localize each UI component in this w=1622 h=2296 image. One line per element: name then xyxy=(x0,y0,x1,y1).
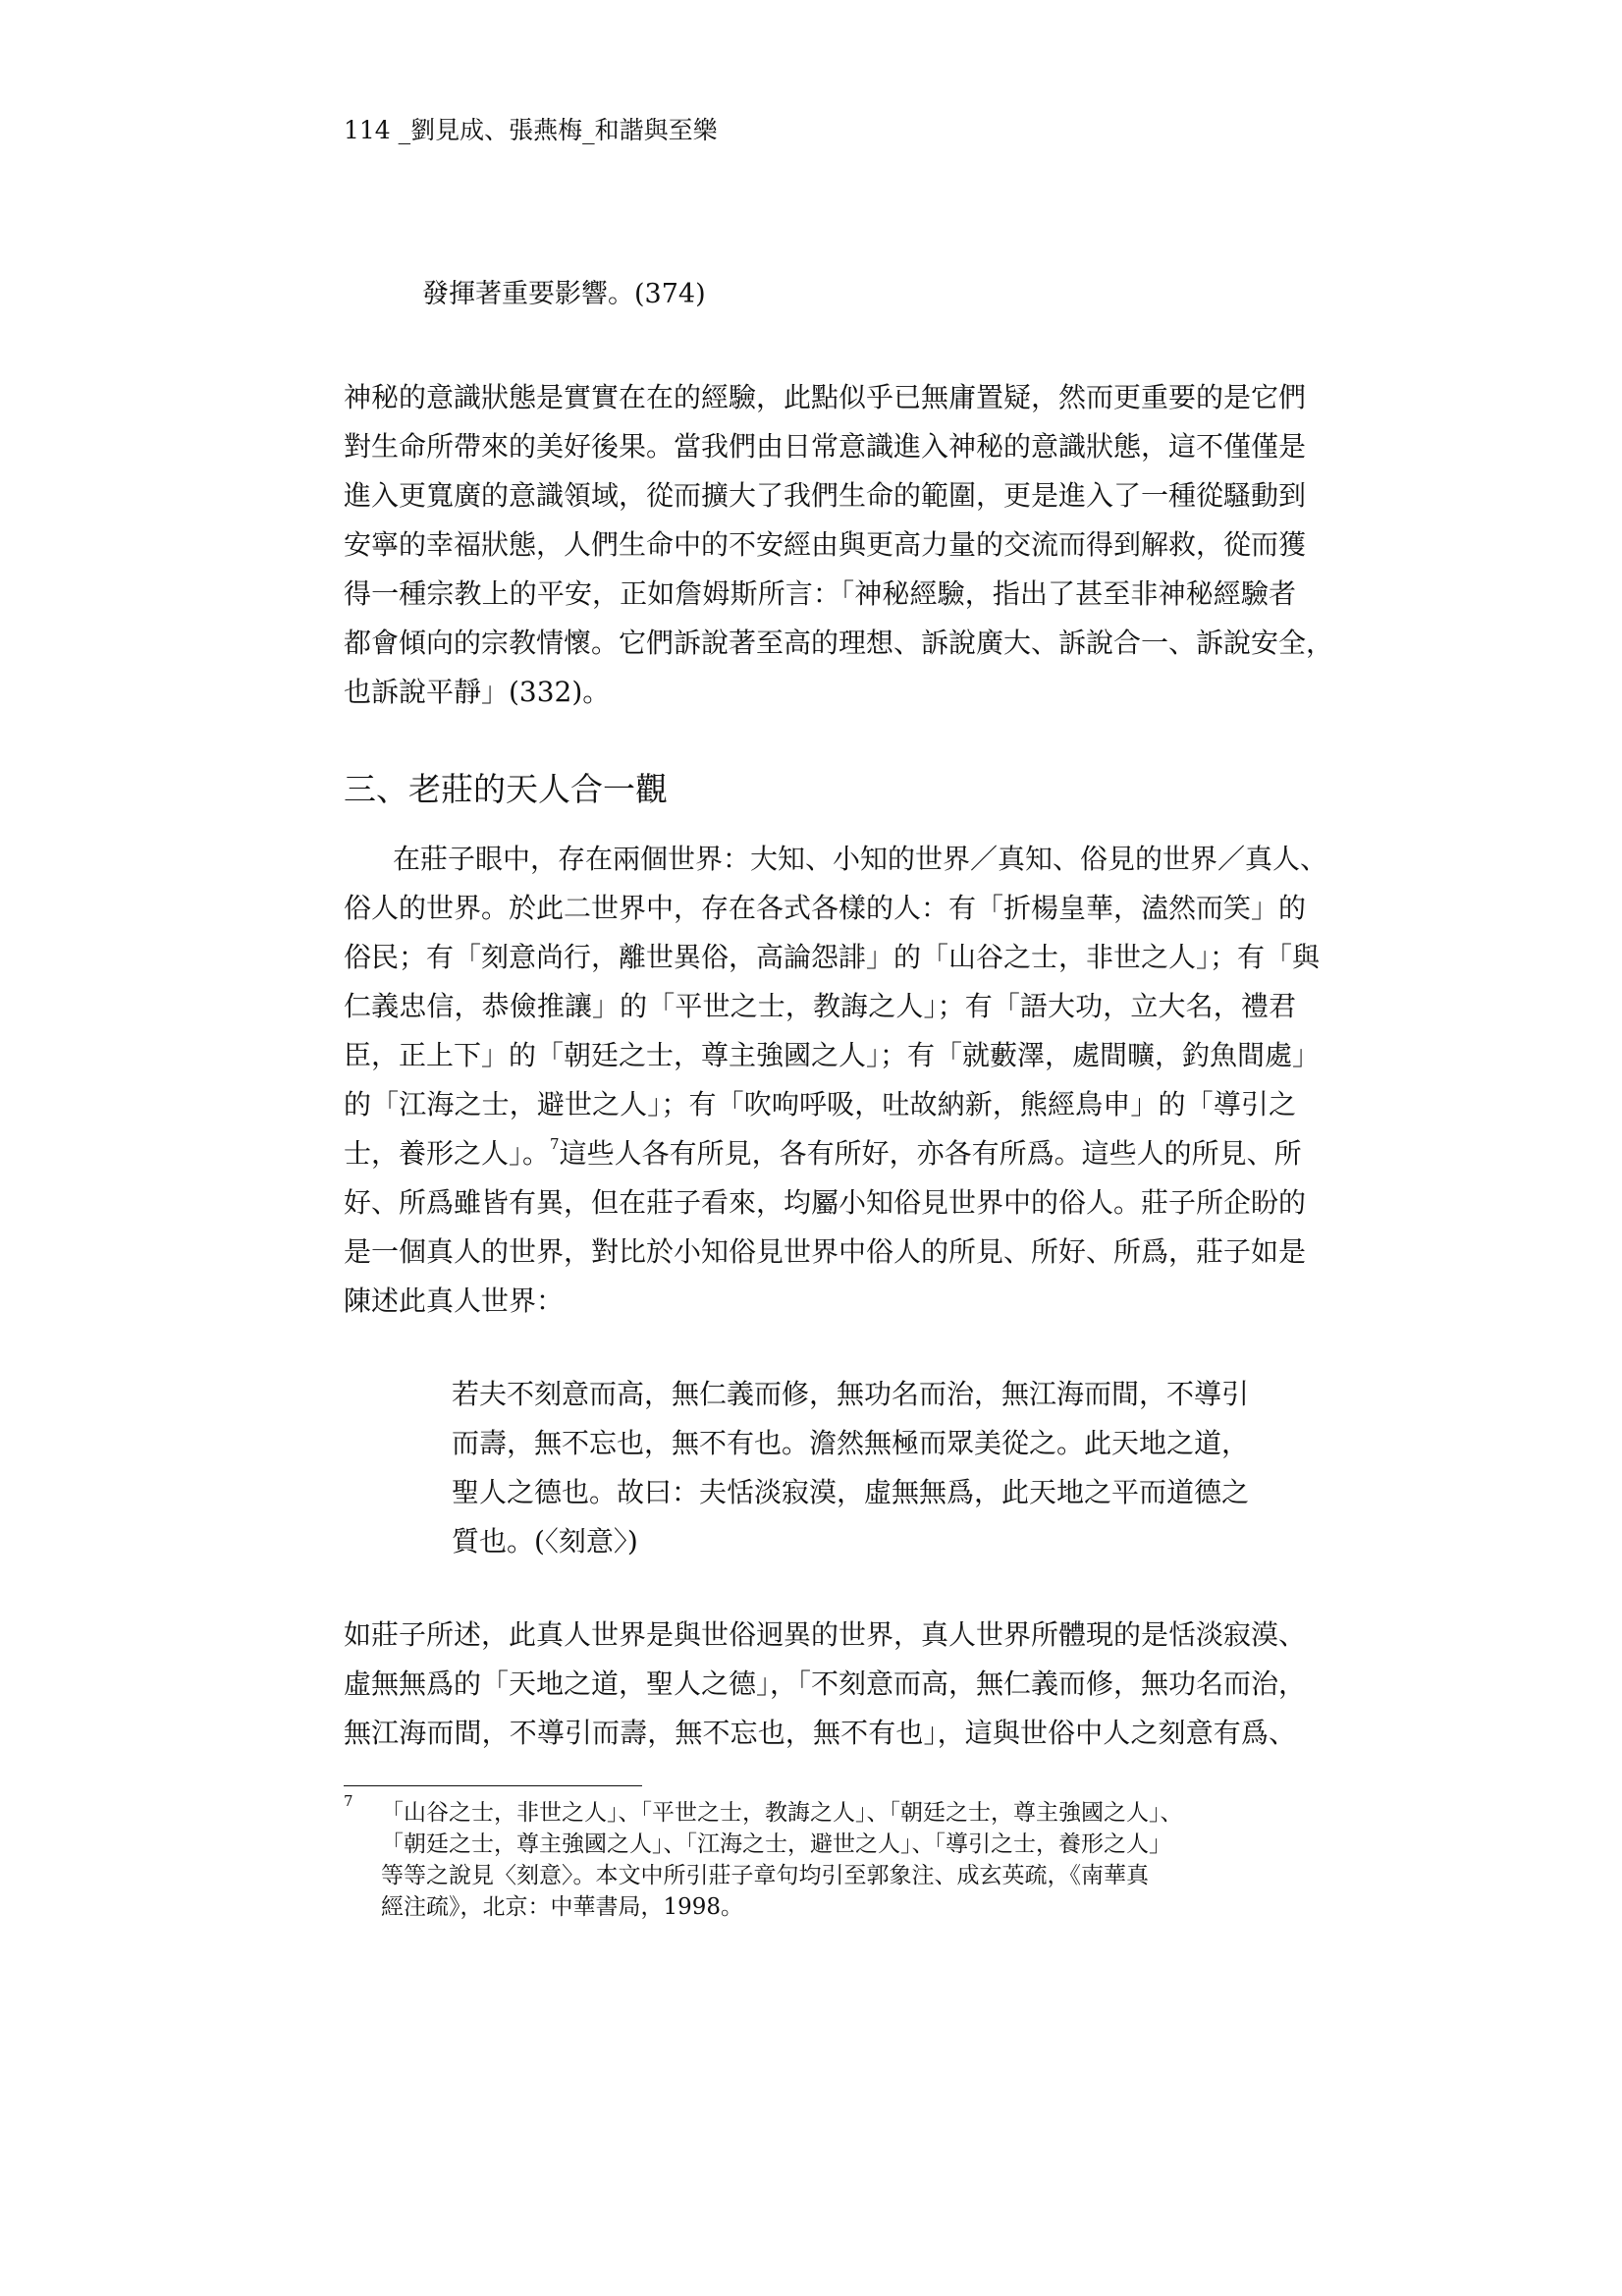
paragraph-line: 虛無無爲的「天地之道，聖人之德」，「不刻意而高，無仁義而修，無功名而治， xyxy=(344,1667,1307,1700)
quote-line: 質也。(〈刻意〉) xyxy=(452,1525,638,1558)
paragraph-line: 神秘的意識狀態是實實在在的經驗，此點似乎已無庸置疑，然而更重要的是它們 xyxy=(344,381,1307,413)
paragraph-line-with-footnote xyxy=(344,1129,1302,1178)
footnote-line xyxy=(344,1891,1296,1923)
paragraph-line: 是一個真人的世界，對比於小知俗見世界中俗人的所見、所好、所爲，莊子如是 xyxy=(344,1235,1307,1268)
paragraph-line: 都會傾向的宗教情懷。它們訴說著至高的理想、訴說廣大、訴說合一、訴說安全， xyxy=(344,627,1334,659)
paragraph-line: 得一種宗教上的平安，正如詹姆斯所言：「神秘經驗，指出了甚至非神秘經驗者 xyxy=(344,577,1296,610)
paragraph-two-worlds xyxy=(344,835,1328,1326)
line-segment: 士，養形之人」。 xyxy=(344,1137,551,1170)
paragraph-line: 如莊子所述，此真人世界是與世俗迥異的世界，真人世界所體現的是恬淡寂漠、 xyxy=(344,1618,1307,1651)
quote-line: 而壽，無不忘也，無不有也。澹然無極而眾美從之。此天地之道， xyxy=(452,1427,1250,1459)
paragraph-line: 對生命所帶來的美好後果。當我們由日常意識進入神秘的意識狀態，這不僅僅是 xyxy=(344,430,1307,463)
running-header: 114 _劉見成、張燕梅_和諧與至樂 xyxy=(344,116,718,144)
quote-line: 聖人之德也。故曰：夫恬淡寂漠，虛無無爲，此天地之平而道德之 xyxy=(452,1476,1250,1508)
paragraph-line: 好、所爲雖皆有異，但在莊子看來，均屬小知俗見世界中的俗人。莊子所企盼的 xyxy=(344,1186,1307,1219)
paragraph-line: 無江海而間，不導引而壽，無不忘也，無不有也」，這與世俗中人之刻意有爲、 xyxy=(344,1717,1296,1749)
paragraph-line: 俗人的世界。於此二世界中，存在各式各樣的人：有「折楊皇華，溘然而笑」的 xyxy=(344,892,1307,924)
paragraph-line: 也訴說平靜」(332)。 xyxy=(344,676,611,708)
paragraph-line: 在莊子眼中，存在兩個世界：大知、小知的世界／真知、俗見的世界／真人、 xyxy=(393,843,1328,875)
footnote-reference[interactable]: 7 xyxy=(550,1135,560,1153)
footnote xyxy=(344,1792,1296,1923)
paragraph-mystical-experience xyxy=(344,373,1334,717)
footnote-text: 等等之說見〈刻意〉。本文中所引莊子章句均引至郭象注、成玄英疏，《南華真 xyxy=(381,1863,1149,1888)
previous-quote-tail: 發揮著重要影響。(374) xyxy=(422,279,706,309)
footnote-line xyxy=(344,1829,1296,1860)
paragraph-line: 進入更寬廣的意識領域，從而擴大了我們生命的範圍，更是進入了一種從騷動到 xyxy=(344,479,1307,512)
paragraph-line: 俗民；有「刻意尚行，離世異俗，高論怨誹」的「山谷之士，非世之人」；有「與 xyxy=(344,941,1321,973)
footnote-text: 經注疏》，北京：中華書局，1998。 xyxy=(381,1894,744,1920)
line-segment: 這些人各有所見，各有所好，亦各有所爲。這些人的所見、所 xyxy=(559,1137,1302,1170)
footnote-text: 「山谷之士，非世之人」、「平世之士，教誨之人」、「朝廷之士，尊主強國之人」、 xyxy=(381,1800,1183,1826)
block-quotation xyxy=(452,1370,1250,1566)
paragraph-line: 陳述此真人世界： xyxy=(344,1285,565,1317)
paragraph-line: 臣，正上下」的「朝廷之士，尊主強國之人」；有「就藪澤，處間曠，釣魚間處」 xyxy=(344,1039,1321,1071)
paragraph-line: 安寧的幸福狀態，人們生命中的不安經由與更高力量的交流而得到解救，從而獲 xyxy=(344,528,1307,561)
paragraph-true-person-world xyxy=(344,1611,1307,1758)
paragraph-line: 的「江海之士，避世之人」；有「吹呴呼吸，吐故納新，熊經鳥申」的「導引之 xyxy=(344,1088,1296,1121)
footnote-marker: 7 xyxy=(344,1792,353,1810)
footnote-line xyxy=(344,1860,1296,1891)
footnote-line xyxy=(344,1792,1296,1829)
quote-line: 若夫不刻意而高，無仁義而修，無功名而治，無江海而間，不導引 xyxy=(452,1378,1250,1410)
paragraph-line: 仁義忠信，恭儉推讓」的「平世之士，教誨之人」；有「語大功，立大名，禮君 xyxy=(344,990,1296,1022)
section-heading: 三、老莊的天人合一觀 xyxy=(344,770,668,808)
footnote-separator xyxy=(344,1785,642,1786)
footnote-text: 「朝廷之士，尊主強國之人」、「江海之士，避世之人」、「導引之士，養形之人」 xyxy=(381,1831,1171,1857)
